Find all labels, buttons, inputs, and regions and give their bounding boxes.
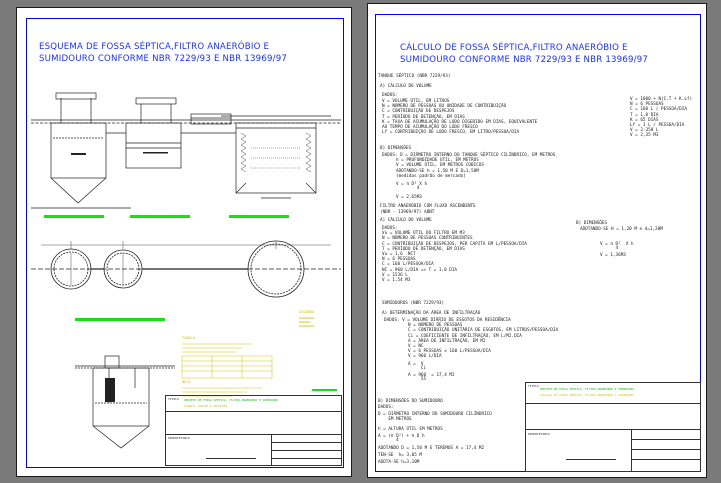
title-block-divider xyxy=(631,449,701,450)
filter-def: Vu = VOLUME ÚTIL DO FILTRO EM M3 xyxy=(382,231,465,237)
tank-dim: V = π D² X h xyxy=(396,182,428,188)
filter-dim: V = 1,36M3 xyxy=(600,252,626,258)
title-block-label: TITULO xyxy=(168,397,179,401)
sink-dim: 4 xyxy=(378,438,399,444)
tank-value: V = 2,35 M3 xyxy=(630,133,659,139)
tank-def: AO TEMPO DE ACUMULAÇÃO DO LODO FRESCO xyxy=(382,125,478,131)
filter-def: V = 1,54 M3 xyxy=(382,278,411,284)
notes-table xyxy=(182,342,282,382)
left-sheet-title-line2: SUMIDOURO CONFORME NBR 7229/93 E NBR 13969/97 xyxy=(39,54,288,64)
title-block-divider xyxy=(526,429,700,430)
tank-def: Lf = CONTRIBUIÇÃO DE LODO FRESCO, EM LITRO/PESSOA/DIA xyxy=(382,130,520,136)
title-block-project: PROJETO DE FOSSA SÉPTICA, FILTRO ANAERÓBIO E SUMIDOURO xyxy=(184,398,278,402)
tank-value: Lf = 1 L / PESSOA/DIA xyxy=(630,123,685,129)
title-block-divider xyxy=(526,403,700,404)
filter-def: DADOS: xyxy=(382,226,398,231)
tank-def: K = TAXA DE ACUMULAÇÃO DE LODO DIGERIDO EM DIAS, EQUIVALENTE xyxy=(382,119,538,125)
table-label: TABELA xyxy=(182,336,195,340)
title-block xyxy=(165,395,342,466)
title-block-divider xyxy=(631,459,701,460)
filter-def: Vu = 1,6 NCT xyxy=(382,252,416,258)
sink-def: A = V xyxy=(408,361,424,367)
sink-dim: h = ALTURA ÚTIL EM METROS xyxy=(378,426,443,432)
signature-line xyxy=(206,458,256,459)
drawing-sheet-left xyxy=(16,7,352,477)
sink-dim: DADOS: xyxy=(378,405,394,410)
section-tank-heading: TANQUE SÉPTICO (NBR 7229/93) xyxy=(378,74,451,79)
tank-value: K = 65 DIAS xyxy=(630,117,659,123)
tank-dim: ADOTANDO-SE h = 1,50 M E D=1,50M xyxy=(396,168,479,174)
sink-dimensions xyxy=(378,405,492,465)
plan-label-bar xyxy=(75,318,165,321)
title-block-label: TITULO xyxy=(528,384,539,388)
section-drawing xyxy=(31,88,341,218)
tank-value: T = 1,0 DIA xyxy=(630,112,659,118)
tank-def: V = VOLUME ÚTIL, EM LITROS xyxy=(382,99,450,104)
tank-dim: h = PROFUNDIDADE ÚTIL, EM METROS xyxy=(396,158,479,164)
filter-dim: V = π D² X h xyxy=(600,242,634,248)
sink-def: V = NC xyxy=(408,344,424,350)
title-block-divider xyxy=(631,439,701,440)
detail-drawing xyxy=(75,348,175,458)
tank-dim: 4 xyxy=(396,186,420,192)
left-sheet-title-line1: ESQUEMA DE FOSSA SÉPTICA,FILTRO ANAERÓBIO E xyxy=(39,42,270,52)
tank-dim: (medidas padrão de mercado) xyxy=(396,173,466,179)
filter-def: V = 1536 L xyxy=(382,272,408,278)
signature-line xyxy=(566,459,616,460)
section-label-bar xyxy=(229,215,289,218)
title-block-owner: PROPRIETÁRIO xyxy=(168,436,190,440)
sink-dim: ADOTA-SE h=3,10M xyxy=(378,459,420,465)
tank-value: N = 6 PESSOAS xyxy=(630,102,664,108)
filter-dimensions xyxy=(580,227,663,258)
legend-text: ▬▬▬▬▬▬▬▬ ▬▬▬▬▬▬ ▬▬▬▬▬▬▬▬ xyxy=(299,316,315,328)
sink-dim: TEN-SE h= 3,05 M xyxy=(378,453,422,459)
drawing-sheet-right xyxy=(367,3,707,478)
title-block-subtitle: CÁLCULO DA FOSSA SÉPTICA, FILTRO ANAERÓBIO E SUMIDOURO xyxy=(540,393,634,397)
tank-dados-label: DADOS: xyxy=(382,93,398,98)
legend-label: LEGENDA xyxy=(299,310,315,314)
sink-def: DADOS: V = VOLUME DIÁRIO DE ESGOTOS DA RESIDÊNCIA xyxy=(384,318,511,323)
sink-dim: D = DIÂMETRO INTERNO DO SUMIDOURO CILÍNDRICO xyxy=(378,412,492,418)
filter-def: N = NÚMERO DE PESSOAS CONTRIBUINTES xyxy=(382,236,473,242)
title-block-divider xyxy=(166,434,341,435)
tank-value: C = 160 L / PESSOA/DIA xyxy=(630,107,687,113)
filter-def: NC = 960 L/DIA => T = 1,0 DIA xyxy=(382,267,458,273)
title-block-owner: PROPRIETÁRIO xyxy=(528,432,550,436)
filter-def: C = CONTRIBUIÇÃO DE DESPEJOS, PER CAPITA EM L/PESSOA/DIA xyxy=(382,241,527,247)
section-label-bar xyxy=(44,215,104,218)
tank-value: V = 1000 + N(C.T + K.Lf) xyxy=(630,97,693,102)
sink-def: 55 xyxy=(408,377,427,383)
sink-def: Ci = COEFICIENTE DE INFILTRAÇÃO, EM L/M2.DIA xyxy=(408,333,522,339)
title-block-subtitle: PLANTA, CORTES E DETALHES xyxy=(184,404,228,408)
section-sink-b: B) DIMENSÕES DO SUMIDOURO xyxy=(378,399,443,404)
title-block-divider xyxy=(631,429,632,472)
section-sink-a: A) DETERMINAÇÃO DA ÁREA DE INFILTRAÇÃO xyxy=(382,311,481,316)
filter-dim: ADOTANDO-SE H = 1,20 M e d=1,20M xyxy=(580,227,663,232)
section-sink-heading: SUMIDOUROS (NBR 7229/93) xyxy=(382,301,445,306)
section-label-bar xyxy=(130,215,190,218)
plan-drawing xyxy=(31,233,341,313)
sink-dim: ADOTANDO D = 1,50 M E TEREMOS A = 17,4 M2 xyxy=(378,446,485,452)
sink-def: V = 960 L/DIA xyxy=(408,354,442,360)
right-sheet-title-line2: SUMIDOURO CONFORME NBR 7229/93 E NBR 13969/97 xyxy=(400,55,649,65)
section-tank-a: A) CÁLCULO DO VOLUME xyxy=(380,84,432,89)
title-block xyxy=(525,382,701,472)
section-filter-a: A) CÁLCULO DO VOLUME xyxy=(380,218,432,223)
section-tank-b: B) DIMENSÕES xyxy=(380,146,412,151)
title-block-project: PROJETO DE FOSSA SÉPTICA, FILTRO ANAERÓBIO E SUMIDOURO xyxy=(540,387,634,391)
title-block-divider xyxy=(271,450,342,451)
filter-definitions xyxy=(382,226,527,283)
tank-definitions xyxy=(382,99,537,135)
tank-def: C = CONTRIBUIÇÃO DE DESPEJOS xyxy=(382,109,455,115)
section-filter-b: B) DIMENSÕES xyxy=(576,221,608,226)
filter-dim: 4 xyxy=(600,246,619,252)
tank-dim: V = 2,65M3 xyxy=(396,195,422,201)
tank-def: N = NÚMERO DE PESSOAS OU UNIDADE DE CONTRIBUIÇÃO xyxy=(382,104,507,110)
title-block-divider xyxy=(271,458,342,459)
sink-def: C = CONTRIBUIÇÃO UNITÁRIA DE ESGOTOS, EM LITROS/PESSOA/DIA xyxy=(408,328,559,334)
filter-def: N = 6 PESSOAS xyxy=(382,257,416,263)
tank-values xyxy=(630,97,692,139)
scale-bar xyxy=(312,389,337,391)
section-filter-heading: FILTRO ANAERÓBIO COM FLUXO ASCENDENTE xyxy=(380,204,476,209)
sink-dim: EM METROS xyxy=(378,417,412,423)
sink-def: N = NÚMERO DE PESSOAS xyxy=(408,323,463,329)
sink-def: A = ÁREA DE INFILTRAÇÃO, EM M2 xyxy=(408,338,486,344)
tank-dim: DADOS: D = DIÂMETRO INTERNO DO TANQUE SÉPTICO CILÍNDRICO, EM METROS xyxy=(382,153,556,158)
title-block-divider xyxy=(166,411,341,412)
filter-def: T = PERÍODO DE DETENÇÃO, EM DIAS xyxy=(382,246,465,252)
tank-dim: V = VOLUME ÚTIL, EM METROS CÚBICOS xyxy=(396,163,484,169)
tank-dimensions xyxy=(382,153,556,201)
sink-definitions xyxy=(384,318,559,383)
sink-dim: A = (π D²) + π D h xyxy=(378,433,425,439)
sink-def: A = 960 = 17,4 M2 xyxy=(408,373,455,379)
tank-value: V = 2.350 L xyxy=(630,128,659,134)
right-sheet-title-line1: CÁLCULO DE FOSSA SÉPTICA,FILTRO ANAERÓBIO E xyxy=(400,43,628,53)
sink-def: Ci xyxy=(408,365,427,371)
sink-def: V = 6 PESSOAS x 160 L/PESSOA/DIA xyxy=(408,349,491,355)
section-filter-ref: (NBR - 13969/97) ABNT xyxy=(380,210,435,215)
note-label: NOTA xyxy=(182,380,191,384)
tank-def: T = PERÍODO DE DETENÇÃO, EM DIAS xyxy=(382,114,465,120)
filter-def: C = 160 L/PESSOA/DIA xyxy=(382,262,434,268)
title-block-divider xyxy=(271,442,342,443)
